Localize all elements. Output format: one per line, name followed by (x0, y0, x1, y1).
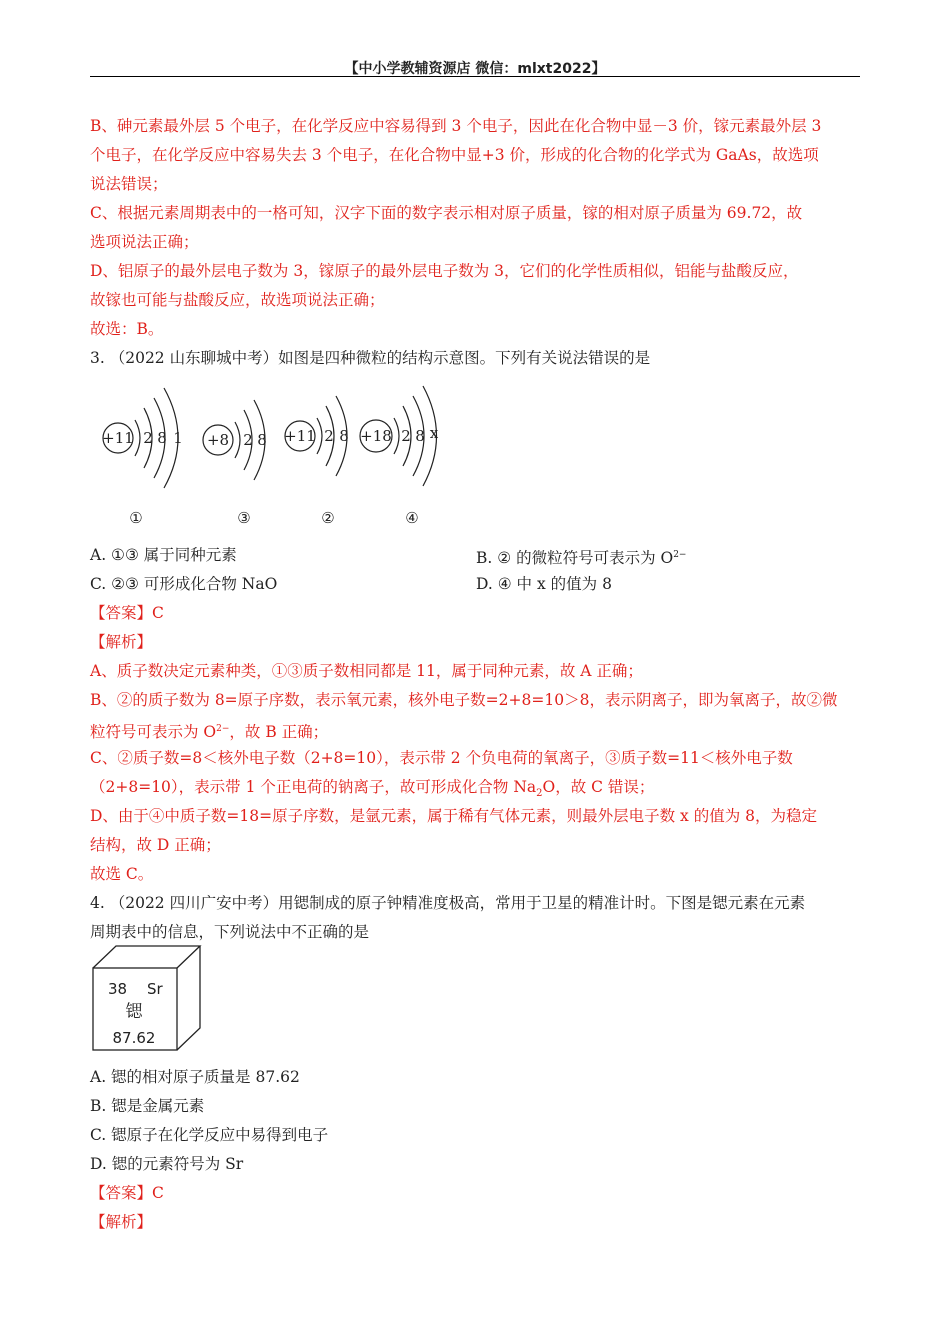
shell-electron-count: 8 (339, 427, 349, 445)
analysis-line: A、质子数决定元素种类，①③质子数相同都是 11，属于同种元素，故 A 正确； (90, 662, 643, 680)
shell-electron-count: 8 (257, 431, 267, 449)
nucleus-charge: +8 (206, 431, 230, 449)
q4-answer: 【答案】C (90, 1184, 164, 1202)
analysis-line: 选项说法正确； (90, 233, 199, 251)
q3-option-c: C. ②③ 可形成化合物 NaO (90, 575, 278, 593)
shell-electron-count: 2 (324, 427, 334, 445)
analysis-line: 个电子，在化学反应中容易失去 3 个电子，在化合物中显+3 价，形成的化合物的化学式为 GaAs，故选项 (90, 146, 819, 164)
q3-conclusion: 故选 C。 (90, 865, 154, 883)
shell-electron-count: 1 (173, 429, 183, 447)
nucleus-charge: +18 (360, 427, 392, 445)
shell-electron-count: 2 (401, 427, 411, 445)
nucleus-charge: +11 (284, 427, 316, 445)
analysis-line: B、②的质子数为 8=原子序数，表示氧元素，核外电子数=2+8=10＞8，表示阴离子，即为氧离子，故②微 (90, 691, 838, 709)
analysis-line: C、②质子数=8＜核外电子数（2+8=10），表示带 2 个负电荷的氧离子，③质子数=11＜核外电子数 (90, 749, 793, 767)
q4-option-a: A. 锶的相对原子质量是 87.62 (90, 1068, 300, 1086)
atomic-number: 38 (108, 980, 128, 998)
particle-label: ④ (405, 509, 419, 527)
question-3-stem: 3. （2022 山东聊城中考）如图是四种微粒的结构示意图。下列有关说法错误的是 (90, 349, 651, 367)
document-body (90, 112, 862, 1237)
q4-option-c: C. 锶原子在化学反应中易得到电子 (90, 1126, 329, 1144)
particle-label: ② (321, 509, 335, 527)
atom-structure-diagrams (92, 382, 452, 532)
shell-electron-count: 2 (243, 431, 253, 449)
q3-options-row-1 (90, 541, 862, 570)
analysis-line: D、由于④中质子数=18=原子序数，是氩元素，属于稀有气体元素，则最外层电子数 x 的值为 8，为稳定 (90, 807, 818, 825)
q4-analysis-heading: 【解析】 (90, 1213, 153, 1231)
element-symbol: Sr (147, 980, 163, 998)
element-name: 锶 (125, 1002, 143, 1022)
periodic-table-tile (92, 944, 202, 1052)
electron-shell-arc (394, 418, 399, 454)
q3-answer: 【答案】C (90, 604, 164, 622)
atomic-mass: 87.62 (112, 1029, 156, 1047)
header-rule (90, 76, 860, 77)
electron-shell-arc (317, 418, 322, 454)
electron-shell-arc (135, 420, 140, 456)
q4-option-b: B. 锶是金属元素 (90, 1097, 205, 1115)
analysis-line: 粒符号可表示为 $O^{2-}$，故 B 正确； (90, 723, 329, 742)
particle-label: ③ (237, 509, 251, 527)
analysis-line: B、砷元素最外层 5 个电子，在化学反应中容易得到 3 个电子，因此在化合物中显－3 价，镓元素最外层 3 (90, 117, 822, 135)
analysis-line: 结构，故 D 正确； (90, 836, 221, 854)
q3-options-row-2 (90, 570, 862, 599)
shell-electron-count: 8 (157, 429, 167, 447)
shell-electron-count: 2 (143, 429, 153, 447)
q4-option-d: D. 锶的元素符号为 Sr (90, 1155, 244, 1173)
analysis-line: 说法错误； (90, 175, 168, 193)
analysis-conclusion: 故选：B。 (90, 320, 164, 338)
shell-electron-count: x (429, 424, 439, 442)
nucleus-charge: +11 (102, 429, 134, 447)
tile-top-face (93, 946, 200, 968)
electron-shell-arc (235, 422, 240, 458)
analysis-line: C、根据元素周期表中的一格可知，汉字下面的数字表示相对原子质量，镓的相对原子质量为 69.72，故 (90, 204, 803, 222)
analysis-line: （2+8=10），表示带 1 个正电荷的钠离子，故可形成化合物 $Na_2O$，故 C 错误； (90, 778, 655, 800)
analysis-line: 故镓也可能与盐酸反应，故选项说法正确； (90, 291, 385, 309)
q3-option-d: D. ④ 中 x 的值为 8 (476, 575, 612, 593)
q3-analysis-heading: 【解析】 (90, 633, 153, 651)
tile-side-face (177, 946, 200, 1050)
analysis-line: D、铝原子的最外层电子数为 3，镓原子的最外层电子数为 3，它们的化学性质相似，铝能与盐酸反应， (90, 262, 799, 280)
question-4-stem-1: 4. （2022 四川广安中考）用锶制成的原子钟精准度极高，常用于卫星的精准计时。下图是锶元素在元素 (90, 894, 806, 912)
q4-figure-space (90, 947, 862, 1063)
shell-electron-count: 8 (415, 427, 425, 445)
q3-option-a: A. ①③ 属于同种元素 (90, 546, 237, 564)
particle-label: ① (129, 509, 143, 527)
page-header: 【中小学教辅资源店 微信：mlxt2022】 (344, 61, 606, 77)
question-4-stem-2: 周期表中的信息，下列说法中不正确的是 (90, 923, 370, 941)
q3-option-b: B. ② 的微粒符号可表示为 $O^{2-}$ (476, 549, 687, 568)
